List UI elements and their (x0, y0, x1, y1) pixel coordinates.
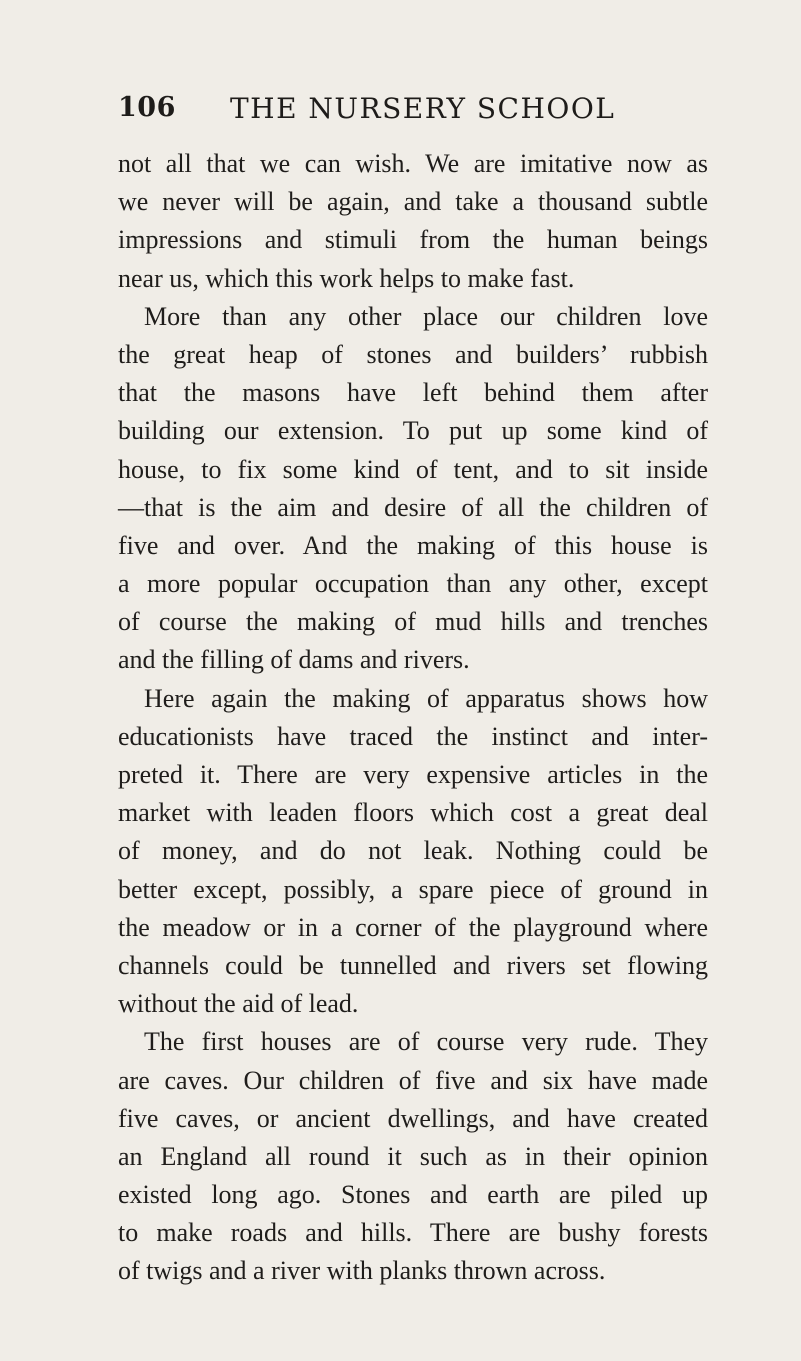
text-line: channels could be tunnelled and rivers set flowing (118, 950, 708, 980)
text-line: building our extension. To put up some kind of (118, 416, 708, 446)
text-line: of course the making of mud hills and trenches (118, 607, 708, 637)
text-line: and the filling of dams and rivers. (118, 645, 470, 675)
text-line: are caves. Our children of five and six have made (118, 1065, 708, 1095)
text-line: near us, which this work helps to make fast. (118, 263, 575, 293)
text-line: preted it. There are very expensive articles in the (118, 760, 708, 789)
text-line: of money, and do not leak. Nothing could be (118, 836, 708, 866)
text-line: not all that we can wish. We are imitative now as (118, 149, 708, 178)
text-line: to make roads and hills. There are bushy forests (118, 1218, 708, 1248)
text-line: we never will be again, and take a thousand subtle (118, 187, 708, 217)
text-line: house, to fix some kind of tent, and to sit inside (118, 454, 708, 484)
text-line: The first houses are of course very rude. They (144, 1027, 708, 1057)
text-line: existed long ago. Stones and earth are piled up (118, 1180, 708, 1210)
text-line: five and over. And the making of this house is (118, 530, 708, 560)
text-line: market with leaden floors which cost a great deal (118, 798, 708, 828)
page-number: 106 (118, 92, 176, 123)
text-line: impressions and stimuli from the human beings (118, 225, 708, 255)
text-line: of twigs and a river with planks thrown across. (118, 1256, 606, 1286)
text-line: five caves, or ancient dwellings, and have created (118, 1103, 708, 1133)
running-head: THE NURSERY SCHOOL (230, 92, 616, 125)
text-line: the great heap of stones and builders’ rubbish (118, 339, 708, 369)
text-line: without the aid of lead. (118, 989, 359, 1019)
text-line: educationists have traced the instinct and inter- (118, 721, 708, 751)
text-line: Here again the making of apparatus shows how (144, 683, 708, 713)
text-line: that the masons have left behind them after (118, 378, 708, 408)
text-line: a more popular occupation than any other, except (118, 569, 708, 599)
text-line: the meadow or in a corner of the playground where (118, 912, 708, 942)
body-text (118, 145, 708, 1291)
text-line: More than any other place our children love (144, 301, 708, 331)
page-header (118, 92, 710, 132)
text-line: an England all round it such as in their opinion (118, 1141, 708, 1171)
text-line: better except, possibly, a spare piece of ground in (118, 874, 708, 904)
text-line: —that is the aim and desire of all the children of (118, 492, 708, 522)
